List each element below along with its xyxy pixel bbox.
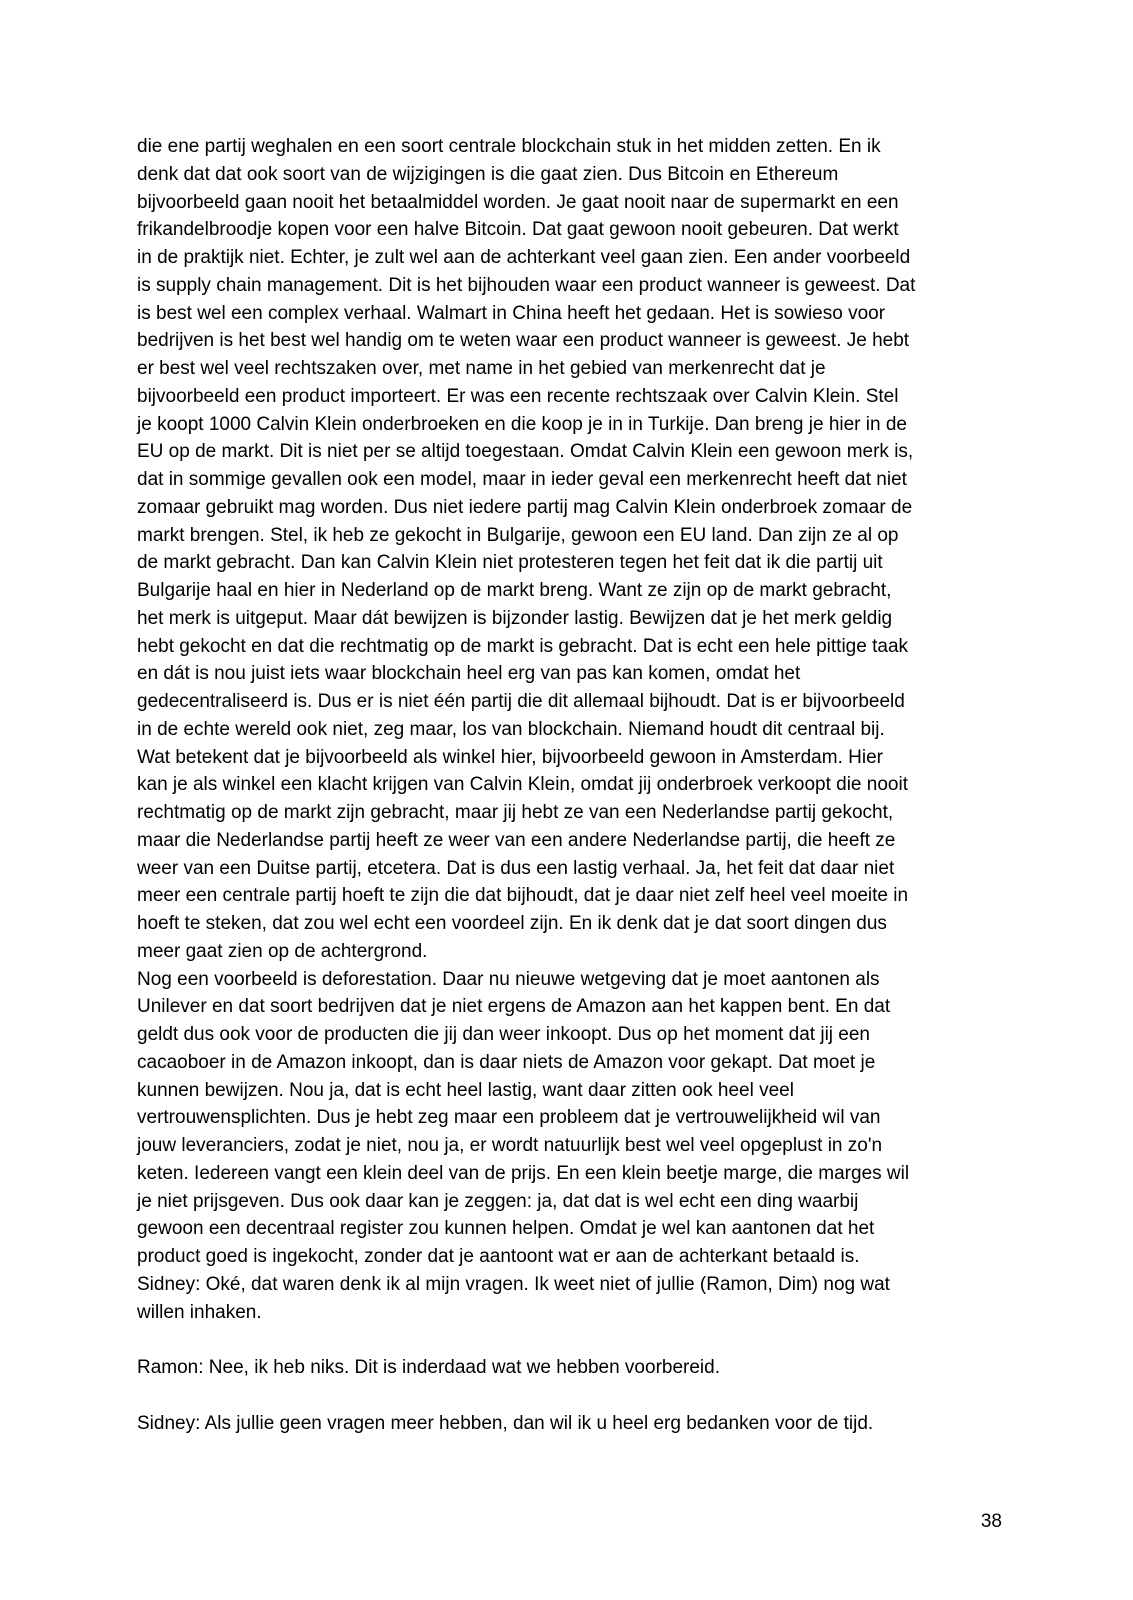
text-line: meer een centrale partij hoeft te zijn die dat bijhoudt, dat je daar niet zelf heel veel moeite in [137, 885, 909, 907]
document-body [137, 133, 1002, 1437]
text-line: geldt dus ook voor de producten die jij dan weer inkoopt. Dus op het moment dat jij een [137, 1024, 871, 1045]
text-line: Wat betekent dat je bijvoorbeeld als winkel hier, bijvoorbeeld gewoon in Amsterdam. Hier [137, 746, 883, 768]
text-line: markt brengen. Stel, ik heb ze gekocht in Bulgarije, gewoon een EU land. Dan zijn ze al op [137, 524, 899, 546]
text-line: Sidney: Oké, dat waren denk ik al mijn vragen. Ik weet niet of jullie (Ramon, Dim) nog wat [137, 1273, 890, 1295]
text-line: willen inhaken. [137, 1301, 262, 1323]
text-line: maar die Nederlandse partij heeft ze weer van een andere Nederlandse partij, die heeft ze [137, 829, 896, 851]
text-line: Nog een voorbeeld is deforestation. Daar nu nieuwe wetgeving dat je moet aantonen als [137, 968, 880, 990]
page-number: 38 [980, 1511, 1002, 1532]
text-line: het merk is uitgeput. Maar dát bewijzen is bijzonder lastig. Bewijzen dat je het merk geldig [137, 607, 893, 629]
paragraph-blockchain-merkenrecht [137, 133, 1002, 966]
paragraph-deforestation [137, 966, 1002, 1271]
text-line: in de praktijk niet. Echter, je zult wel aan de achterkant veel gaan zien. Een ander voorbeeld [137, 247, 911, 268]
text-line: Unilever en dat soort bedrijven dat je niet ergens de Amazon aan het kappen bent. En dat [137, 996, 891, 1018]
text-line: je koopt 1000 Calvin Klein onderbroeken en die koop je in in Turkije. Dan breng je hier in de [137, 413, 907, 435]
paragraph-sidney-thanks [137, 1410, 1002, 1438]
text-line: zomaar gebruikt mag worden. Dus niet iedere partij mag Calvin Klein onderbroek zomaar de [137, 496, 913, 518]
text-line: hebt gekocht en dat die rechtmatig op de markt is gebracht. Dat is echt een hele pittige taak [137, 635, 909, 657]
text-line: product goed is ingekocht, zonder dat je aantoont wat er aan de achterkant betaald is. [137, 1246, 860, 1267]
paragraph-sidney-questions [137, 1271, 1002, 1327]
text-line: de markt gebracht. Dan kan Calvin Klein niet protesteren tegen het feit dat ik die partij uit [137, 552, 883, 574]
text-line: er best wel veel rechtszaken over, met name in het gebied van merkenrecht dat je [137, 358, 826, 379]
text-line: kunnen bewijzen. Nou ja, dat is echt heel lastig, want daar zitten ook heel veel [137, 1079, 794, 1101]
text-line: bijvoorbeeld een product importeert. Er was een recente rechtszaak over Calvin Klein. Stel [137, 385, 899, 407]
text-line: dat in sommige gevallen ook een model, maar in ieder geval een merkenrecht heeft dat niet [137, 469, 907, 490]
text-line: en dát is nou juist iets waar blockchain heel erg van pas kan komen, omdat het [137, 663, 801, 685]
text-line: jouw leveranciers, zodat je niet, nou ja, er wordt natuurlijk best wel veel opgeplust in zo'n [137, 1135, 883, 1156]
paragraph-spacer [137, 1382, 1002, 1410]
text-line: denk dat dat ook soort van de wijzigingen is die gaat zien. Dus Bitcoin en Ethereum [137, 163, 839, 185]
text-line: je niet prijsgeven. Dus ook daar kan je zeggen: ja, dat dat is wel echt een ding waarbij [137, 1190, 859, 1212]
text-line: keten. Iedereen vangt een klein deel van de prijs. En een klein beetje marge, die marges wil [137, 1162, 910, 1184]
text-line: bedrijven is het best wel handig om te weten waar een product wanneer is geweest. Je hebt [137, 330, 910, 352]
text-line: kan je als winkel een klacht krijgen van Calvin Klein, omdat jij onderbroek verkoopt die nooit [137, 774, 908, 796]
text-line: cacaoboer in de Amazon inkoopt, dan is daar niets de Amazon voor gekapt. Dat moet je [137, 1051, 876, 1073]
text-line: Sidney: Als jullie geen vragen meer hebben, dan wil ik u heel erg bedanken voor de tijd. [137, 1412, 874, 1434]
text-line: EU op de markt. Dit is niet per se altijd toegestaan. Omdat Calvin Klein een gewoon merk is, [137, 441, 914, 463]
text-line: hoeft te steken, dat zou wel echt een voordeel zijn. En ik denk dat je dat soort dingen dus [137, 913, 887, 934]
text-line: meer gaat zien op de achtergrond. [137, 940, 428, 962]
text-line: rechtmatig op de markt zijn gebracht, maar jij hebt ze van een Nederlandse partij gekocht, [137, 802, 894, 823]
text-line: vertrouwensplichten. Dus je hebt zeg maar een probleem dat je vertrouwelijkheid wil van [137, 1107, 881, 1129]
paragraph-ramon-reply [137, 1354, 1002, 1382]
text-line: Bulgarije haal en hier in Nederland op de markt breng. Want ze zijn op de markt gebracht, [137, 580, 892, 601]
text-line: gedecentraliseerd is. Dus er is niet één partij die dit allemaal bijhoudt. Dat is er bijvoorbeeld [137, 691, 905, 712]
paragraph-spacer [137, 1326, 1002, 1354]
text-line: bijvoorbeeld gaan nooit het betaalmiddel worden. Je gaat nooit naar de supermarkt en een [137, 191, 899, 213]
text-line: weer van een Duitse partij, etcetera. Dat is dus een lastig verhaal. Ja, het feit dat daar niet [137, 857, 895, 879]
text-line: Ramon: Nee, ik heb niks. Dit is inderdaad wat we hebben voorbereid. [137, 1357, 720, 1378]
text-line: in de echte wereld ook niet, zeg maar, los van blockchain. Niemand houdt dit centraal bij. [137, 718, 885, 740]
text-line: die ene partij weghalen en een soort centrale blockchain stuk in het midden zetten. En ik [137, 136, 881, 157]
text-line: is supply chain management. Dit is het bijhouden waar een product wanneer is geweest. Dat [137, 274, 916, 296]
text-line: gewoon een decentraal register zou kunnen helpen. Omdat je wel kan aantonen dat het [137, 1218, 875, 1240]
text-line: frikandelbroodje kopen voor een halve Bitcoin. Dat gaat gewoon nooit gebeuren. Dat werkt [137, 219, 899, 241]
text-line: is best wel een complex verhaal. Walmart in China heeft het gedaan. Het is sowieso voor [137, 302, 886, 324]
